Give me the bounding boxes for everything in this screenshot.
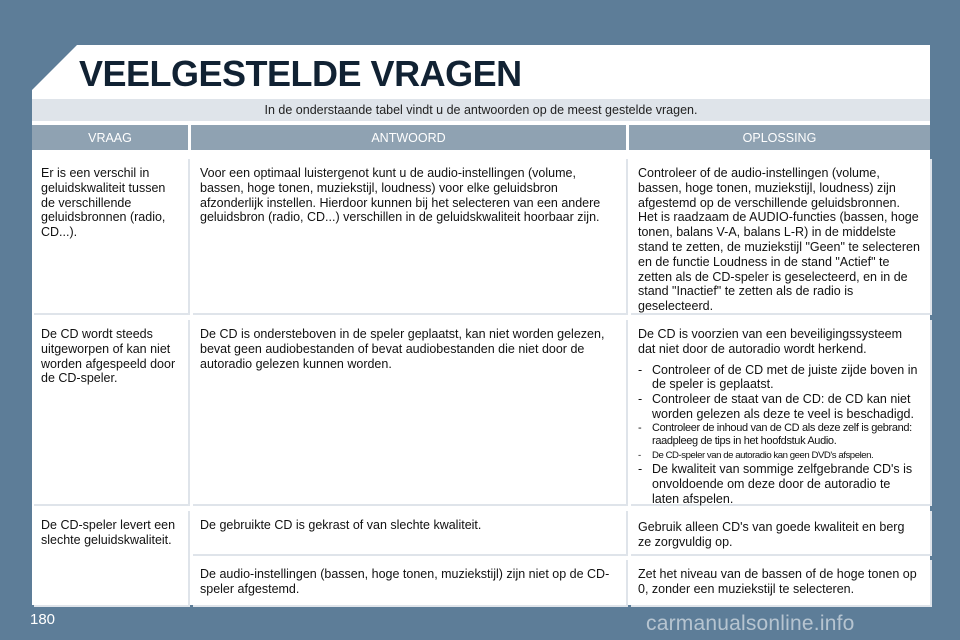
question-text: Er is een verschil in geluidskwaliteit tussen de verschillende geluidsbronnen (radio, CD...).: [41, 166, 166, 240]
list-item: - De CD-speler van de autoradio kan geen DVD's afspelen.: [638, 449, 874, 461]
question-cell-1: [32, 157, 188, 313]
header-answer: ANTWOORD: [191, 125, 626, 150]
solution-intro: De CD is voorzien van een beveiligingssysteem dat niet door de autoradio wordt herkend.: [638, 327, 903, 356]
header-solution: OPLOSSING: [629, 125, 930, 150]
list-item: - Controleer of de CD met de juiste zijde boven in de speler is geplaatst.: [638, 362, 918, 392]
solution-cell-3b: [629, 558, 930, 605]
answer-cell-1: [191, 157, 626, 313]
solution-text: Gebruik alleen CD's van goede kwaliteit en berg ze zorgvuldig op.: [638, 520, 905, 549]
list-item: - Controleer de staat van de CD: de CD kan niet worden gelezen als deze te veel is beschadigd.: [638, 392, 914, 421]
solution-cell-2: [629, 318, 930, 504]
intro-text: In de onderstaande tabel vindt u de antwoorden op de meest gestelde vragen.: [264, 103, 698, 117]
solution-text: Zet het niveau van de bassen of de hoge tonen op 0, zonder een muziekstijl te selecteren.: [638, 567, 917, 596]
list-item: - Controleer de inhoud van de CD als deze zelf is gebrand: raadpleeg de tips in het hoofdstuk Audio.: [638, 421, 912, 448]
question-text: De CD-speler levert een slechte geluidskwaliteit.: [41, 518, 176, 547]
page-number: 180: [30, 611, 56, 628]
answer-text: De audio-instellingen (bassen, hoge tonen, muziekstijl) zijn niet op de CD-speler afgestemd.: [200, 567, 610, 596]
answer-text: De gebruikte CD is gekrast of van slechte kwaliteit.: [200, 518, 482, 532]
question-cell-3: [32, 509, 188, 605]
dash-icon: -: [638, 449, 641, 461]
answer-text: De CD is ondersteboven in de speler geplaatst, kan niet worden gelezen, bevat geen audiobestanden of bevat audiobestanden die niet door de autoradio gelezen kunnen worden.: [200, 327, 605, 371]
question-cell-2: [32, 318, 188, 504]
question-text: De CD wordt steeds uitgeworpen of kan niet worden afgespeeld door de CD-speler.: [41, 327, 176, 386]
watermark: carmanualsonline.info: [646, 612, 855, 635]
solution-cell-3a: [629, 509, 930, 554]
solution-cell-1: [629, 157, 930, 313]
page-title: VEELGESTELDE VRAGEN: [79, 53, 522, 94]
answer-cell-2: [191, 318, 626, 504]
list-item: - De kwaliteit van sommige zelfgebrande CD's is onvoldoende om deze door de autoradio te laten afspelen.: [638, 462, 913, 506]
dash-icon: -: [638, 392, 643, 407]
dash-icon: -: [638, 421, 642, 434]
header-question: VRAAG: [32, 125, 188, 150]
solution-text: Controleer of de audio-instellingen (volume, bassen, hoge tonen, muziekstijl, loudness) zijn afgestemd op de verschillende geluidsbronnen. Het is raadzaam de AUDIO-functies (bassen, hoge tonen, balans V-A, balans L-R) in de middelste stand te zetten, de muziekstijl "Geen" te selecteren en de functie Loudness in de stand "Actief" te zetten als de CD-speler is geselecteerd, en in de stand "Inactief" te zetten als de radio is geselecteerd.: [638, 166, 920, 314]
dash-icon: -: [638, 462, 643, 477]
answer-cell-3b: [191, 558, 626, 605]
solution-list: [638, 363, 920, 507]
folded-corner: [32, 45, 77, 90]
answer-cell-3a: [191, 509, 626, 554]
dash-icon: -: [638, 362, 643, 377]
answer-text: Voor een optimaal luistergenot kunt u de audio-instellingen (volume, bassen, hoge tonen, muziekstijl, loudness) voor elke geluidsbron afzonderlijk instellen. Hierdoor kunnen bij het selecteren van een andere geluidsbron (radio, CD...) verschillen in de geluidskwaliteit hoorbaar zijn.: [200, 166, 601, 225]
